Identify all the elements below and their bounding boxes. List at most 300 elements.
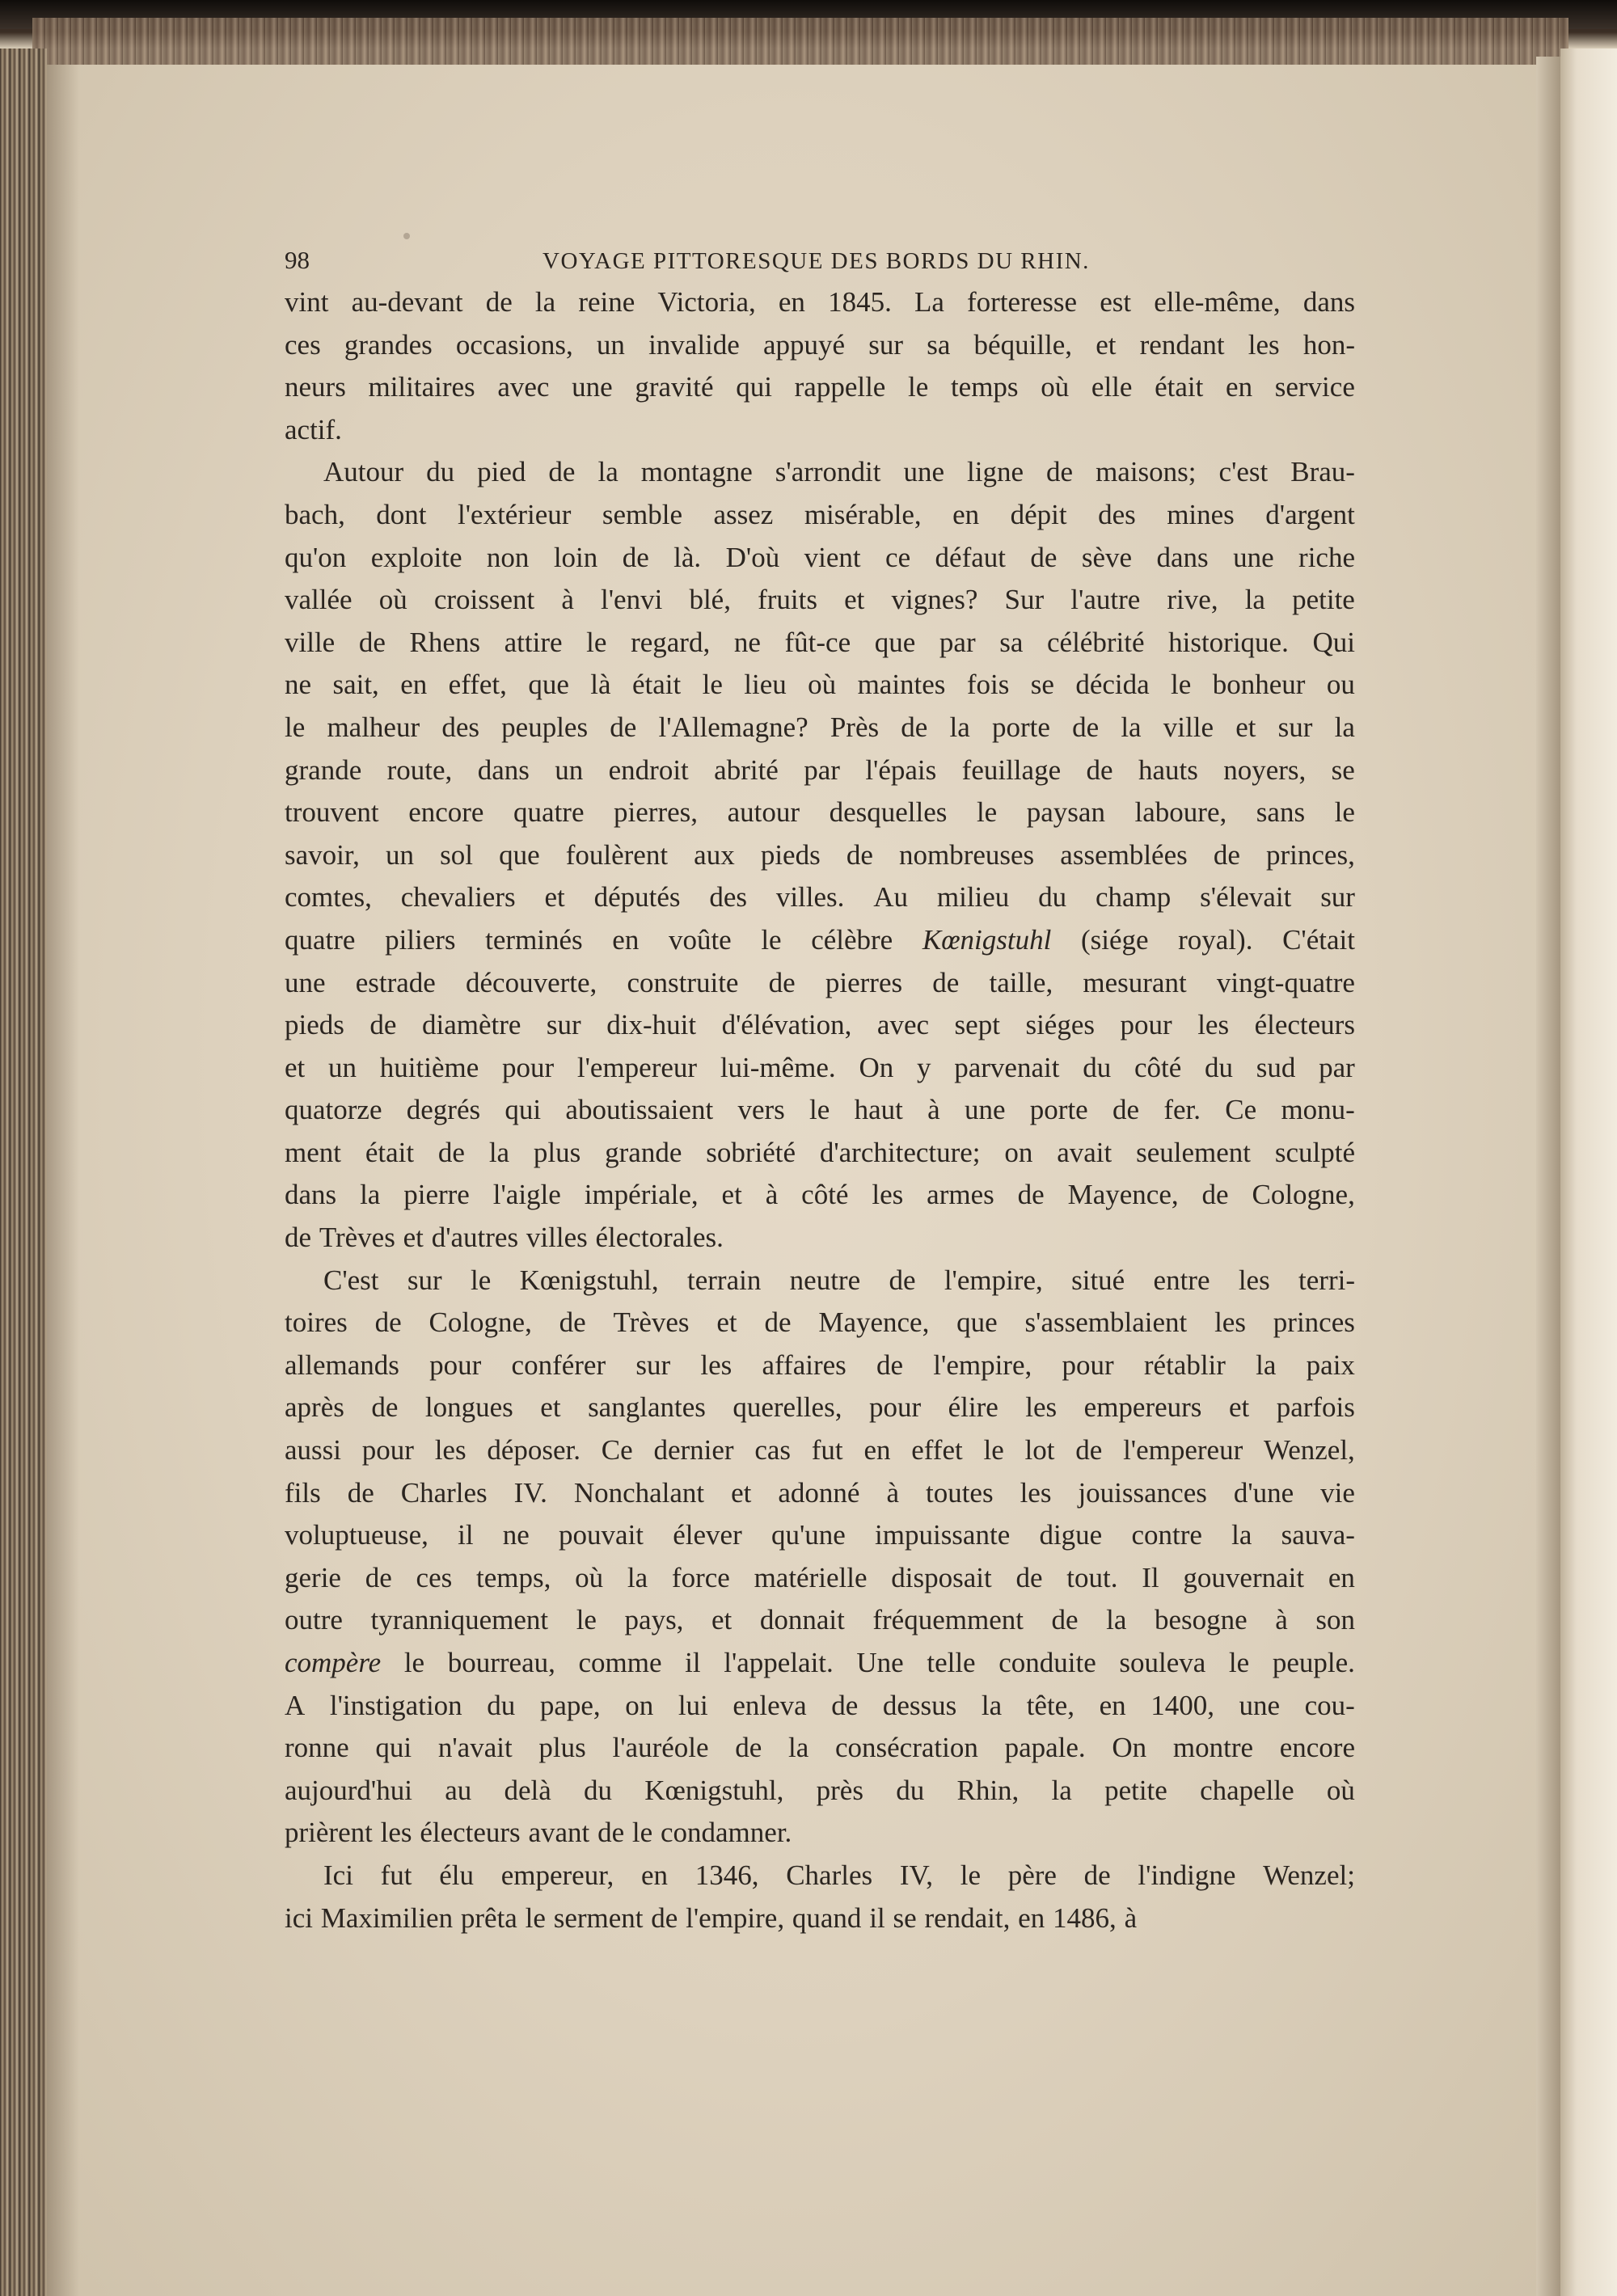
word: d'argent bbox=[1265, 498, 1355, 530]
word: côté bbox=[801, 1179, 849, 1211]
word: une bbox=[572, 371, 613, 403]
word: en bbox=[1018, 1901, 1045, 1934]
word: Rhens bbox=[409, 626, 481, 658]
text-line bbox=[285, 707, 1355, 749]
paragraph bbox=[285, 1855, 1355, 1939]
word: besogne bbox=[1154, 1604, 1248, 1636]
word: sur bbox=[635, 1348, 671, 1381]
word: conduite bbox=[998, 1647, 1096, 1678]
word: de bbox=[846, 838, 873, 871]
word: était bbox=[365, 1136, 415, 1168]
word: desquelles bbox=[829, 796, 948, 829]
word: rive, bbox=[1167, 584, 1218, 616]
word: l'appelait. bbox=[724, 1647, 834, 1678]
word: porte bbox=[991, 711, 1050, 743]
word: Kœnigstuhl, bbox=[519, 1264, 659, 1296]
word: plus bbox=[533, 1136, 581, 1168]
word: matérielle bbox=[754, 1561, 868, 1593]
word: jouissances bbox=[1078, 1476, 1207, 1509]
word: la bbox=[597, 456, 619, 488]
word: vient bbox=[804, 541, 861, 573]
word: l'empire, bbox=[933, 1348, 1032, 1381]
word: papale. bbox=[1004, 1732, 1086, 1764]
word: fruits bbox=[758, 584, 817, 616]
word: du bbox=[896, 1774, 925, 1806]
word: On bbox=[1112, 1732, 1147, 1764]
word: fut bbox=[380, 1859, 412, 1891]
word: fils bbox=[285, 1476, 321, 1509]
word: A bbox=[285, 1689, 306, 1721]
word: reine bbox=[578, 286, 635, 318]
word: parvenait bbox=[954, 1051, 1060, 1083]
word: et bbox=[403, 1222, 424, 1254]
word: sa bbox=[999, 626, 1024, 658]
word: qu'on bbox=[285, 541, 347, 573]
running-header bbox=[285, 246, 1355, 281]
word: tout. bbox=[1066, 1561, 1118, 1593]
text-line bbox=[285, 1386, 1355, 1429]
word: dans bbox=[285, 1179, 337, 1211]
word: croissent bbox=[433, 584, 535, 616]
word: à bbox=[561, 584, 574, 616]
word: affaires bbox=[762, 1348, 846, 1381]
word: de bbox=[371, 1391, 399, 1424]
word: attire bbox=[504, 626, 563, 658]
word: de bbox=[285, 1222, 312, 1254]
fore-edge-shadow bbox=[1536, 57, 1560, 2296]
word: la bbox=[1051, 1774, 1072, 1806]
word: encore bbox=[1279, 1732, 1355, 1764]
word: ou bbox=[1326, 669, 1355, 701]
word: dans bbox=[1302, 286, 1355, 318]
word: Au bbox=[873, 881, 909, 914]
word: de bbox=[610, 711, 637, 743]
word: l'épais bbox=[865, 753, 937, 786]
word: de bbox=[1030, 541, 1058, 573]
word: de bbox=[764, 1306, 792, 1339]
word: C'est bbox=[323, 1264, 379, 1296]
word: son bbox=[1315, 1604, 1355, 1636]
word: de bbox=[1213, 838, 1240, 871]
word: sept bbox=[954, 1009, 1000, 1041]
word: la bbox=[360, 1179, 381, 1211]
text-line bbox=[285, 366, 1355, 409]
word: loin bbox=[553, 541, 598, 573]
word: de bbox=[559, 1306, 586, 1339]
word: s'arrondit bbox=[775, 456, 881, 488]
word: assez bbox=[713, 498, 774, 530]
word: se bbox=[1331, 753, 1355, 786]
text-line bbox=[285, 1727, 1355, 1770]
text-line bbox=[285, 1217, 1355, 1260]
word: de bbox=[901, 711, 928, 743]
word: des bbox=[709, 881, 747, 914]
word: la bbox=[1256, 1348, 1277, 1381]
word: gerie bbox=[285, 1561, 341, 1593]
word: par bbox=[1319, 1051, 1355, 1083]
word: grande bbox=[285, 753, 362, 786]
word: paix bbox=[1306, 1348, 1355, 1381]
word: le bbox=[631, 1817, 653, 1849]
word: D'où bbox=[725, 541, 780, 573]
word: pour bbox=[1120, 1009, 1172, 1041]
word: peuples bbox=[501, 711, 589, 743]
word: IV. bbox=[513, 1476, 547, 1509]
word: dix-huit bbox=[606, 1009, 697, 1041]
word: sans bbox=[1256, 796, 1306, 829]
word: en bbox=[1328, 1561, 1355, 1593]
word: La bbox=[914, 286, 944, 318]
word: élire bbox=[948, 1391, 998, 1424]
word: empereur, bbox=[500, 1859, 614, 1891]
word: terri- bbox=[1298, 1264, 1355, 1296]
word: haut bbox=[854, 1094, 903, 1126]
word: neurs bbox=[285, 371, 346, 403]
word: une bbox=[903, 456, 945, 488]
word: à bbox=[765, 1179, 779, 1211]
word: vers bbox=[737, 1094, 785, 1126]
word: en bbox=[612, 923, 640, 956]
word: Rhin, bbox=[956, 1774, 1020, 1806]
word: degrés bbox=[406, 1094, 481, 1126]
word: rendant bbox=[1139, 328, 1225, 361]
word: force bbox=[671, 1561, 730, 1593]
word: à bbox=[886, 1476, 899, 1509]
text-line bbox=[285, 579, 1355, 622]
text-line bbox=[285, 1855, 1355, 1897]
word: il bbox=[685, 1647, 701, 1678]
word: l'empereur bbox=[1123, 1434, 1243, 1467]
word: fer. bbox=[1163, 1094, 1201, 1126]
word: les bbox=[1025, 1391, 1058, 1424]
word: bonheur bbox=[1212, 669, 1306, 701]
word: paysan bbox=[1026, 796, 1105, 829]
word: comme bbox=[578, 1647, 662, 1678]
word: où bbox=[1041, 371, 1070, 403]
word: laboure, bbox=[1134, 796, 1227, 829]
text-line bbox=[285, 1812, 1355, 1855]
word: pied bbox=[477, 456, 526, 488]
word: quatre bbox=[285, 923, 356, 956]
word: exploite bbox=[370, 541, 462, 573]
word: tyranniquement bbox=[370, 1604, 549, 1636]
word: contre bbox=[1131, 1519, 1202, 1551]
text-line bbox=[285, 1472, 1355, 1515]
word: situé bbox=[1071, 1264, 1125, 1296]
word: le bbox=[761, 923, 782, 956]
word: pierre bbox=[403, 1179, 470, 1211]
word: l'aigle bbox=[492, 1179, 561, 1211]
text-line bbox=[285, 324, 1355, 367]
word: se bbox=[893, 1901, 917, 1934]
word: de bbox=[876, 1348, 904, 1381]
word: pierres bbox=[825, 966, 903, 998]
word: endroit bbox=[608, 753, 689, 786]
word: regard, bbox=[631, 626, 711, 658]
word: de bbox=[1201, 1179, 1229, 1211]
text-line bbox=[285, 1557, 1355, 1600]
text-line bbox=[285, 1770, 1355, 1813]
word: IV, bbox=[899, 1859, 933, 1891]
word: sa bbox=[927, 328, 951, 361]
word: aujourd'hui bbox=[285, 1774, 412, 1806]
text-line bbox=[285, 834, 1355, 877]
word: la bbox=[981, 1689, 1003, 1721]
word: l'instigation bbox=[329, 1689, 462, 1721]
text-line bbox=[285, 1429, 1355, 1472]
word: l'extérieur bbox=[458, 498, 572, 530]
text-line bbox=[285, 409, 1355, 452]
word: ici bbox=[285, 1901, 313, 1934]
word: terminés bbox=[485, 923, 583, 956]
word: Ce bbox=[601, 1434, 633, 1467]
word: béquille, bbox=[973, 328, 1073, 361]
text-line bbox=[285, 537, 1355, 580]
text-line bbox=[285, 1089, 1355, 1132]
word: les bbox=[1214, 1306, 1246, 1339]
word: querelles, bbox=[733, 1391, 842, 1424]
word: et bbox=[711, 1604, 733, 1636]
word: que bbox=[956, 1306, 998, 1339]
word: l'empereur bbox=[576, 1051, 698, 1083]
word: de bbox=[1075, 1434, 1103, 1467]
word: n'avait bbox=[437, 1732, 513, 1764]
word: villes. bbox=[775, 881, 845, 914]
word: gravité bbox=[635, 371, 714, 403]
word: ne bbox=[285, 669, 312, 701]
word: de bbox=[1112, 1094, 1140, 1126]
word: et bbox=[1228, 1391, 1250, 1424]
word: et bbox=[731, 1476, 752, 1509]
word: un bbox=[555, 753, 584, 786]
word: par bbox=[804, 753, 840, 786]
word: le bbox=[470, 1264, 492, 1296]
word: et bbox=[1235, 711, 1256, 743]
word: princes, bbox=[1266, 838, 1355, 871]
word: petite bbox=[1292, 584, 1355, 616]
word: à bbox=[1275, 1604, 1288, 1636]
word: diamètre bbox=[421, 1009, 521, 1041]
word: des bbox=[1098, 498, 1136, 530]
word: Cologne, bbox=[1252, 1179, 1355, 1211]
word: de bbox=[622, 541, 649, 573]
paragraph bbox=[285, 1260, 1355, 1855]
word: de bbox=[735, 1732, 762, 1764]
word: un bbox=[328, 1051, 357, 1083]
word: elle bbox=[1091, 371, 1133, 403]
word: sur bbox=[1320, 881, 1355, 914]
word: historique. bbox=[1168, 626, 1289, 658]
word: autour bbox=[727, 796, 800, 829]
word: par bbox=[939, 626, 976, 658]
word: au bbox=[445, 1774, 472, 1806]
word: qui bbox=[375, 1732, 412, 1764]
word: bourreau, bbox=[447, 1647, 555, 1678]
word: de bbox=[485, 286, 513, 318]
word: fut bbox=[811, 1434, 843, 1467]
word: y bbox=[916, 1051, 931, 1083]
word: telle bbox=[927, 1647, 976, 1678]
word: de bbox=[932, 966, 960, 998]
word: la bbox=[949, 711, 970, 743]
word: toires bbox=[285, 1306, 348, 1339]
word: le bbox=[809, 1094, 830, 1126]
word: impuissante bbox=[875, 1519, 1011, 1551]
word: Wenzel; bbox=[1263, 1859, 1355, 1891]
text-line bbox=[285, 1132, 1355, 1175]
word: sauva- bbox=[1281, 1519, 1355, 1551]
text-line bbox=[285, 451, 1355, 494]
word: pieds bbox=[760, 838, 821, 871]
word: 1486, bbox=[1053, 1901, 1117, 1934]
word: princes bbox=[1273, 1306, 1355, 1339]
word: le bbox=[285, 711, 306, 743]
word: Il bbox=[1142, 1561, 1159, 1593]
text-line bbox=[285, 1685, 1355, 1728]
word: cas bbox=[754, 1434, 792, 1467]
word: pieds bbox=[285, 1009, 344, 1041]
word: ville bbox=[285, 626, 336, 658]
word: le bbox=[976, 796, 998, 829]
word: pays, bbox=[624, 1604, 684, 1636]
word: non bbox=[486, 541, 530, 573]
word: sur bbox=[868, 328, 904, 361]
word: pouvait bbox=[559, 1519, 644, 1551]
word: consécration bbox=[834, 1732, 978, 1764]
binding-edge bbox=[0, 49, 47, 2296]
word: et bbox=[544, 881, 565, 914]
word: feuillage bbox=[961, 753, 1062, 786]
word: les bbox=[380, 1817, 412, 1849]
word: se bbox=[1030, 669, 1054, 701]
word: le bbox=[960, 1859, 981, 1891]
word: électorales. bbox=[595, 1222, 724, 1254]
text-line bbox=[285, 1174, 1355, 1217]
word: le bbox=[983, 1434, 1004, 1467]
word: prêta bbox=[460, 1901, 517, 1934]
word: pierres, bbox=[614, 796, 699, 829]
word: l'Allemagne? bbox=[658, 711, 808, 743]
text-line bbox=[285, 919, 1355, 962]
word: les bbox=[1248, 328, 1280, 361]
word: sait, bbox=[332, 669, 379, 701]
word: de bbox=[597, 1817, 625, 1849]
word: la bbox=[1106, 1604, 1127, 1636]
word: l'auréole bbox=[612, 1732, 709, 1764]
word: la bbox=[1231, 1519, 1252, 1551]
word: delà bbox=[504, 1774, 551, 1806]
word: de bbox=[1015, 1561, 1043, 1593]
word: sobriété bbox=[706, 1136, 796, 1168]
word: Autour bbox=[323, 456, 404, 488]
word: la bbox=[627, 1561, 648, 1593]
word: on bbox=[1004, 1136, 1033, 1168]
word: estrade bbox=[355, 966, 436, 998]
word: elle-même, bbox=[1154, 286, 1281, 318]
word: sur bbox=[546, 1009, 581, 1041]
word: côté bbox=[1134, 1051, 1182, 1083]
word: siéges bbox=[1025, 1009, 1095, 1041]
word: avec bbox=[497, 371, 550, 403]
word: Mayence, bbox=[818, 1306, 930, 1339]
word: champ bbox=[1096, 881, 1172, 914]
word: célèbre bbox=[811, 923, 893, 956]
text-line bbox=[285, 281, 1355, 324]
word: du bbox=[487, 1689, 516, 1721]
gutter-shadow bbox=[47, 65, 79, 2296]
word: hon- bbox=[1302, 328, 1355, 361]
word: rendait, bbox=[924, 1901, 1011, 1934]
word: maisons; bbox=[1096, 456, 1197, 488]
word: Maximilien bbox=[320, 1901, 454, 1934]
word: pour bbox=[429, 1348, 482, 1381]
word: rappelle bbox=[794, 371, 886, 403]
word: villes bbox=[526, 1222, 588, 1254]
word: qui bbox=[505, 1094, 542, 1126]
paragraph bbox=[285, 281, 1355, 451]
word: invalide bbox=[648, 328, 740, 361]
word: une bbox=[964, 1094, 1006, 1126]
word: l'empire, bbox=[686, 1901, 785, 1934]
word: où bbox=[1326, 1774, 1355, 1806]
text-line bbox=[285, 962, 1355, 1005]
word: en bbox=[863, 1434, 891, 1467]
word: l'autre bbox=[1070, 584, 1141, 616]
text-line bbox=[285, 622, 1355, 665]
word: de bbox=[1046, 456, 1074, 488]
word: quatorze bbox=[285, 1094, 382, 1126]
word: Wenzel, bbox=[1264, 1434, 1355, 1467]
word: milieu bbox=[936, 881, 1010, 914]
word: blé, bbox=[689, 584, 731, 616]
word: 1400, bbox=[1150, 1689, 1214, 1721]
word: vallée bbox=[285, 584, 353, 616]
word: célébrité bbox=[1047, 626, 1145, 658]
word: montre bbox=[1172, 1732, 1254, 1764]
word: prièrent bbox=[285, 1817, 373, 1849]
word: de bbox=[889, 1264, 916, 1296]
word: de bbox=[365, 1561, 392, 1593]
word: ronne bbox=[285, 1732, 349, 1764]
word: sud bbox=[1256, 1051, 1296, 1083]
word: d'architecture; bbox=[819, 1136, 981, 1168]
word: de bbox=[1017, 1179, 1045, 1211]
word: actif. bbox=[285, 413, 342, 445]
word: du bbox=[426, 456, 455, 488]
word: 1845. bbox=[828, 286, 892, 318]
word: disposait bbox=[891, 1561, 992, 1593]
word: trouvent bbox=[285, 796, 379, 829]
word: la bbox=[1121, 711, 1142, 743]
fore-edge bbox=[1560, 49, 1617, 2296]
word: forteresse bbox=[967, 286, 1078, 318]
word: (siége bbox=[1080, 923, 1149, 956]
word: piliers bbox=[385, 923, 456, 956]
word: députés bbox=[593, 881, 681, 914]
word: aux bbox=[694, 838, 735, 871]
word: les bbox=[1020, 1476, 1052, 1509]
word: le bbox=[1334, 796, 1355, 829]
word: qui bbox=[736, 371, 772, 403]
word: fois bbox=[966, 669, 1010, 701]
word: en bbox=[640, 1859, 668, 1891]
text-line bbox=[285, 1004, 1355, 1047]
word: s'assemblaient bbox=[1024, 1306, 1188, 1339]
word: dépit bbox=[1010, 498, 1067, 530]
text-line bbox=[285, 1642, 1355, 1685]
word: aussi bbox=[285, 1434, 341, 1467]
word: monu- bbox=[1281, 1094, 1355, 1126]
